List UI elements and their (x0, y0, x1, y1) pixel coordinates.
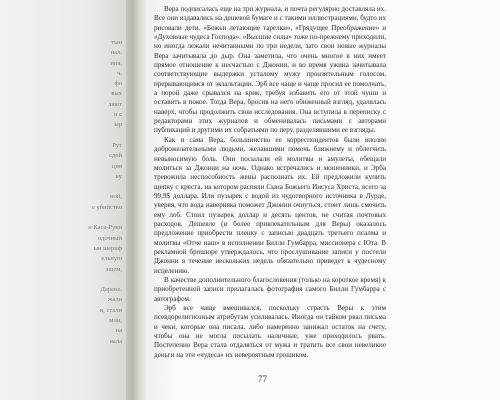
left-page-fragment: ния, (110, 59, 122, 67)
left-page (0, 0, 128, 400)
paragraph: Как и сама Вера, большинство ее корреспондентов были вполне доброжелательными людьми, желавшими помочь ближнему и облегчить невыносимую боль. Они посылали ей молитвы и амулеты, обещали молиться за Джонни на ночь. Однако встречались и мошенники, и Эрба тревожила неспособность жены распознать их. Ей предложили купить щепку с креста, на котором распяли Сына Божьего Иисуса Христа, всего за 99,9$ доллара. Или пузырек с водой из чудотворного источника в Лурде, уверяя, что вода наверняка поможет Джонни очнуться, стоит лишь смочить ему лоб. Стоил пузырек доллар и десять центов, не считая почтовых расходов. Дешевле (и более привлекательным для Веры) оказалось предложение приобрести пленку с записью двадцать третьего псалма и молитвы «Отче наш» в исполнении Билли Гумбарра, миссионера с Юта. В рекламной брошюре утверждалось, что прослушивание записи у постели Джонни в течение нескольких недель обязательно приведет к чудесному исцелению. (154, 135, 386, 275)
left-page-fragment: ной, (110, 193, 122, 201)
left-page-text-fragments (82, 38, 122, 347)
page-number: 77 (258, 374, 267, 384)
left-page-fragment: жали (107, 296, 122, 304)
left-page-fragment: ельную (101, 255, 122, 263)
left-page-fragment: сдой (109, 152, 122, 160)
left-page-fragment: ыр (114, 121, 122, 129)
left-page-fragment (82, 131, 122, 141)
left-page-fragment: и с (114, 111, 122, 119)
left-page-fragment: на (115, 327, 122, 335)
left-page-fragment: вых (111, 90, 122, 98)
paragraph: Эрб все чаще вмешивался, поскольку страсть Веры к этим псевдорелигиозным атрибутам усиливалась. Иногда он тайком рвал письма и чеки, которые она писала, либо намеренно занижал остаток на счету, чтобы она не могла посылать наличные, уже приходилось рвать. Постепенно Вера стала отдаляться от мужа и тратить все свои невеликие деньги на эти «чудеса» их невероятным грошиком. (154, 304, 386, 359)
left-page-fragment: зщем, (105, 265, 122, 273)
left-page-fragment: ляют (108, 100, 122, 108)
left-page-fragment: и Каса-Руки (88, 224, 122, 232)
left-page-fragment: Рут (112, 141, 122, 149)
left-page-fragment: одочный (97, 234, 122, 242)
left-page-fragment (82, 213, 122, 223)
left-page-fragment: и, стали (99, 306, 122, 314)
left-page-fragment: нал. (110, 49, 122, 57)
left-page-fragment: ку (115, 172, 122, 180)
page-text (154, 5, 386, 360)
left-page-fragment: е убийство (92, 203, 122, 211)
left-page-fragment: тью (111, 39, 122, 46)
left-page-fragment: Дарене. (100, 286, 122, 294)
left-page-fragment: ч. (117, 69, 122, 77)
left-page-fragment (82, 275, 122, 285)
right-page (146, 0, 500, 400)
left-page-fragment: вала (109, 337, 122, 345)
left-page-fragment: ын шериф (93, 244, 122, 252)
left-page-fragment (82, 182, 122, 192)
book-gutter (126, 0, 148, 400)
paragraph: Вера подписалась еще на три журнала, и почта регулярно доставляла их. Все они издавались на дешевой бумаге и с такими иллюстрациями, будто их рисовали дети. «Божьи летающие тарелки», «Грядущее Преображение» и «Духовные чудеса Господа». «Высшие силы» тоже по-прежнему приходили, но иногда лежали нечитанными по три недели, зато свои новые журналы Вера зачитывала до дыр. Она заметила, что очень многое в них имеет прямое отношение к несчастью с Джонни, и во время ужина зачитывала соответствующие выдержки усталому мужу пронзительным голосом, прерывающимся от экзальтации. Эрб все чаще и чаще просил ее помолчать, а порой даже срывался на крик, требуя избавить его от этой чуши и оставить в покое. Тогда Вера, бросив на него обиженный взгляд, удалялась наверх, чтобы продолжить свои исследования. Она вступила в переписку с редакторами этих журналов и обменивалась письмами с авторами публикаций и другими их собратьями по перу, разделявшими ее взгляды. (154, 5, 386, 135)
left-page-fragment: мни, (109, 317, 122, 325)
left-page-fragment: фо (114, 80, 122, 88)
paragraph: В качестве дополнительного благословения (только на короткое время) к приобретенной записи прилагалась фотография самого Билли Гумбарра с автографом. (154, 275, 386, 303)
left-page-fragment: ция (112, 162, 122, 170)
